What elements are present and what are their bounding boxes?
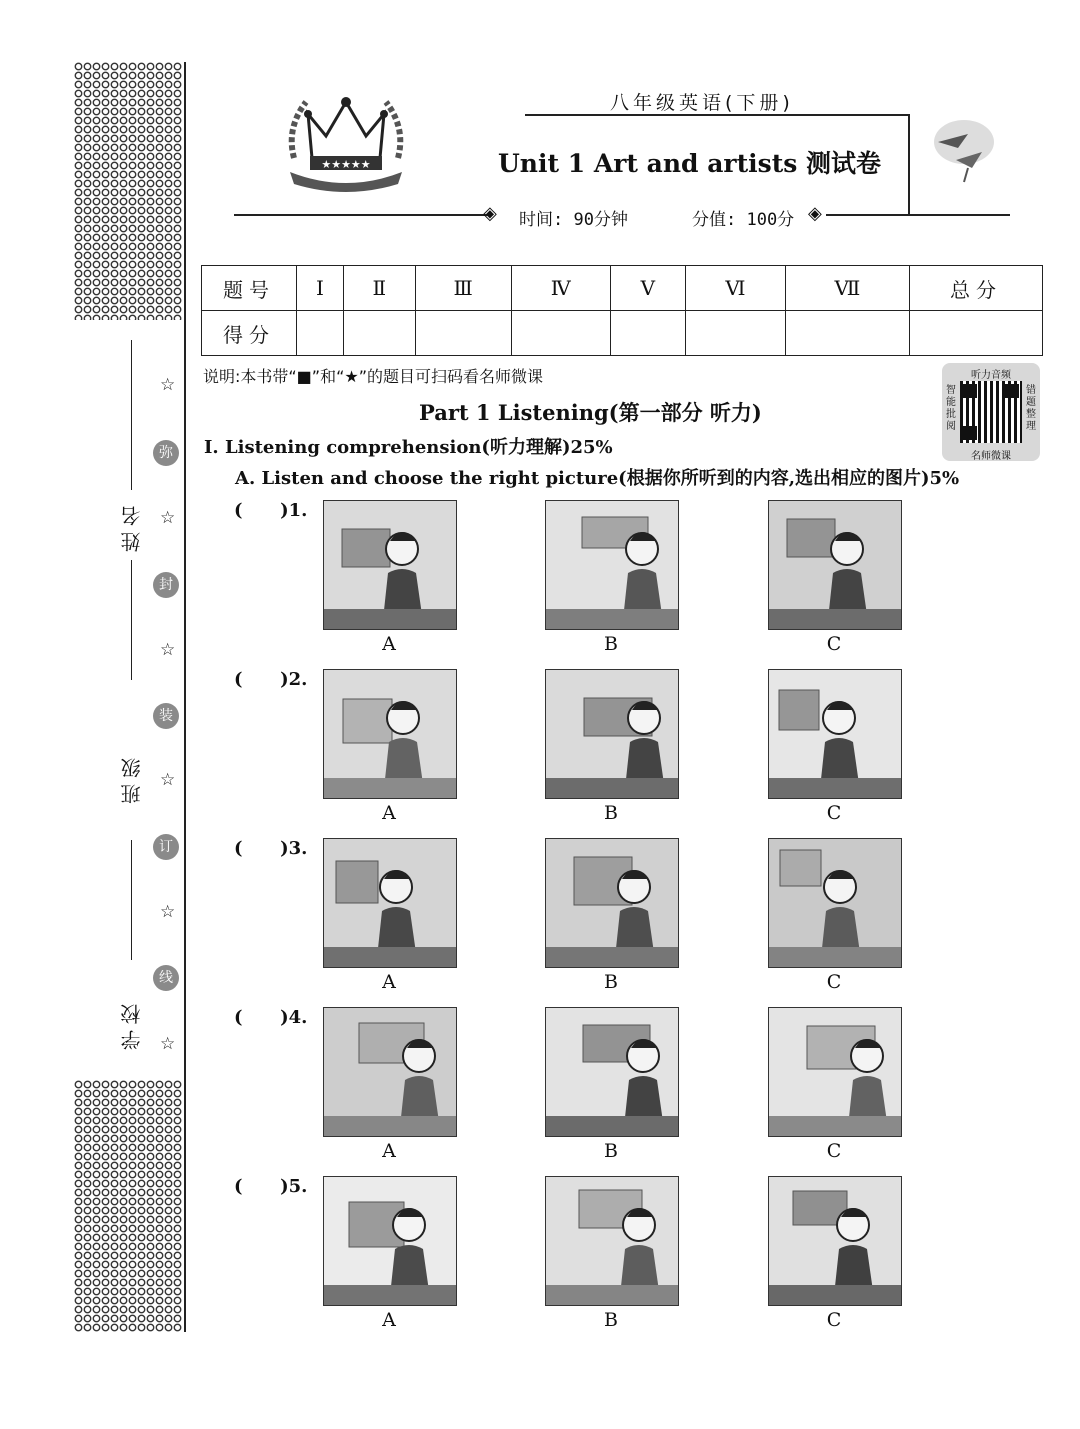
star-icon: ☆ — [160, 1034, 176, 1054]
option-label: A — [382, 802, 396, 824]
seal-ding: 订 — [153, 834, 179, 860]
meta-rule-right — [826, 214, 1010, 216]
col-7: Ⅶ — [785, 266, 909, 311]
name-rule-2 — [131, 560, 132, 680]
col-1: Ⅰ — [297, 266, 344, 311]
question-number[interactable]: ( )1. — [234, 500, 308, 521]
name-label: 姓名 — [120, 500, 144, 552]
option-label: A — [382, 1140, 396, 1162]
qr-right-label: 错题整理 — [1026, 385, 1036, 432]
qr-left-label: 智能批阅 — [946, 385, 956, 432]
score-table — [201, 265, 1043, 356]
option-picture-boy-receiving-certificate[interactable] — [545, 1007, 679, 1137]
header-right-bracket — [908, 114, 910, 214]
meta-rule-left — [234, 214, 490, 216]
option-label: C — [826, 633, 842, 655]
option-label: B — [604, 1140, 618, 1162]
option-label: B — [604, 633, 618, 655]
total-score-cell[interactable] — [910, 311, 1043, 356]
school-label: 学校 — [120, 998, 144, 1050]
time-label: 时间: 90分钟 — [519, 210, 628, 230]
diamond-icon: ◈ — [483, 203, 497, 224]
option-label: C — [826, 1140, 842, 1162]
question-number[interactable]: ( )4. — [234, 1007, 308, 1028]
subsection-heading: A. Listen and choose the right picture(根据你所听到的内容,选出相应的图片)5% — [235, 468, 960, 489]
option-label: B — [604, 971, 618, 993]
seal-feng: 封 — [153, 572, 179, 598]
option-label: A — [382, 633, 396, 655]
score-table-header-row — [202, 266, 1043, 311]
option-label: A — [382, 971, 396, 993]
score-table-score-row — [202, 311, 1043, 356]
page-title: Unit 1 Art and artists 测试卷 — [498, 149, 882, 178]
option-picture-boy-copying-mona-lisa[interactable] — [768, 1007, 902, 1137]
class-label: 班级 — [120, 752, 144, 804]
score-cell[interactable] — [610, 311, 685, 356]
crown-logo-icon — [282, 88, 410, 192]
class-rule — [131, 840, 132, 960]
col-3: Ⅲ — [415, 266, 511, 311]
binding-pattern-top — [74, 62, 182, 320]
option-picture-boy-digital-design[interactable] — [768, 669, 902, 799]
score-label: 分值: 100分 — [692, 210, 795, 230]
score-cell[interactable] — [344, 311, 416, 356]
option-picture-photographer-studio[interactable] — [323, 1007, 457, 1137]
question-number[interactable]: ( )3. — [234, 838, 308, 859]
star-icon: ☆ — [160, 770, 176, 790]
star-icon: ☆ — [160, 375, 176, 395]
qr-code-icon[interactable] — [960, 381, 1022, 443]
option-picture-boy-painting-still-life[interactable] — [768, 838, 902, 968]
grade-label: 八年级英语(下册) — [610, 92, 794, 114]
star-icon: ☆ — [160, 902, 176, 922]
option-label: C — [826, 1309, 842, 1331]
section-heading: Ⅰ. Listening comprehension(听力理解)25% — [204, 437, 613, 458]
option-picture-boy-painting-in-park[interactable] — [323, 669, 457, 799]
option-label: B — [604, 802, 618, 824]
qr-top-label: 听力音频 — [971, 370, 1011, 381]
qr-bottom-label: 名师微课 — [971, 451, 1011, 462]
seal-mi: 弥 — [153, 440, 179, 466]
name-rule — [131, 340, 132, 490]
qr-code-panel[interactable] — [942, 363, 1040, 461]
question-number[interactable]: ( )2. — [234, 669, 308, 690]
question-number[interactable]: ( )5. — [234, 1176, 308, 1197]
option-picture-boy-painting-mural[interactable] — [545, 838, 679, 968]
instruction-note: 说明:本书带“■”和“★”的题目可扫码看名师微课 — [203, 367, 544, 386]
option-picture-street-artist-painting[interactable] — [545, 500, 679, 630]
option-label: A — [382, 1309, 396, 1331]
svg-text:★★★★★: ★★★★★ — [321, 158, 371, 171]
option-picture-boy-reading-art-book[interactable] — [323, 1176, 457, 1306]
binding-pattern-bottom — [74, 1080, 182, 1332]
col-2: Ⅱ — [344, 266, 416, 311]
col-6: Ⅵ — [686, 266, 786, 311]
diamond-icon: ◈ — [808, 203, 822, 224]
star-icon: ☆ — [160, 508, 176, 528]
score-cell[interactable] — [415, 311, 511, 356]
option-label: C — [826, 802, 842, 824]
total-label: 总分 — [910, 266, 1043, 311]
binding-line — [184, 62, 186, 1332]
question-number-label: 题号 — [202, 266, 297, 311]
score-row-label: 得分 — [202, 311, 297, 356]
option-label: B — [604, 1309, 618, 1331]
option-picture-man-sculpting-bust[interactable] — [545, 1176, 679, 1306]
score-cell[interactable] — [297, 311, 344, 356]
seal-zhuang: 装 — [153, 703, 179, 729]
score-cell[interactable] — [686, 311, 786, 356]
score-cell[interactable] — [511, 311, 610, 356]
option-picture-painter-by-river[interactable] — [768, 1176, 902, 1306]
option-picture-boy-hanging-painting[interactable] — [323, 838, 457, 968]
seal-xian: 线 — [153, 965, 179, 991]
crane-decoration-icon — [928, 112, 998, 184]
col-4: Ⅳ — [511, 266, 610, 311]
col-5: Ⅴ — [610, 266, 685, 311]
part-heading: Part 1 Listening(第一部分 听力) — [419, 400, 762, 425]
option-picture-boy-painting-bowl[interactable] — [323, 500, 457, 630]
option-picture-teacher-color-wheel[interactable] — [545, 669, 679, 799]
score-cell[interactable] — [785, 311, 909, 356]
star-icon: ☆ — [160, 640, 176, 660]
option-picture-classroom-stars[interactable] — [768, 500, 902, 630]
option-label: C — [826, 971, 842, 993]
